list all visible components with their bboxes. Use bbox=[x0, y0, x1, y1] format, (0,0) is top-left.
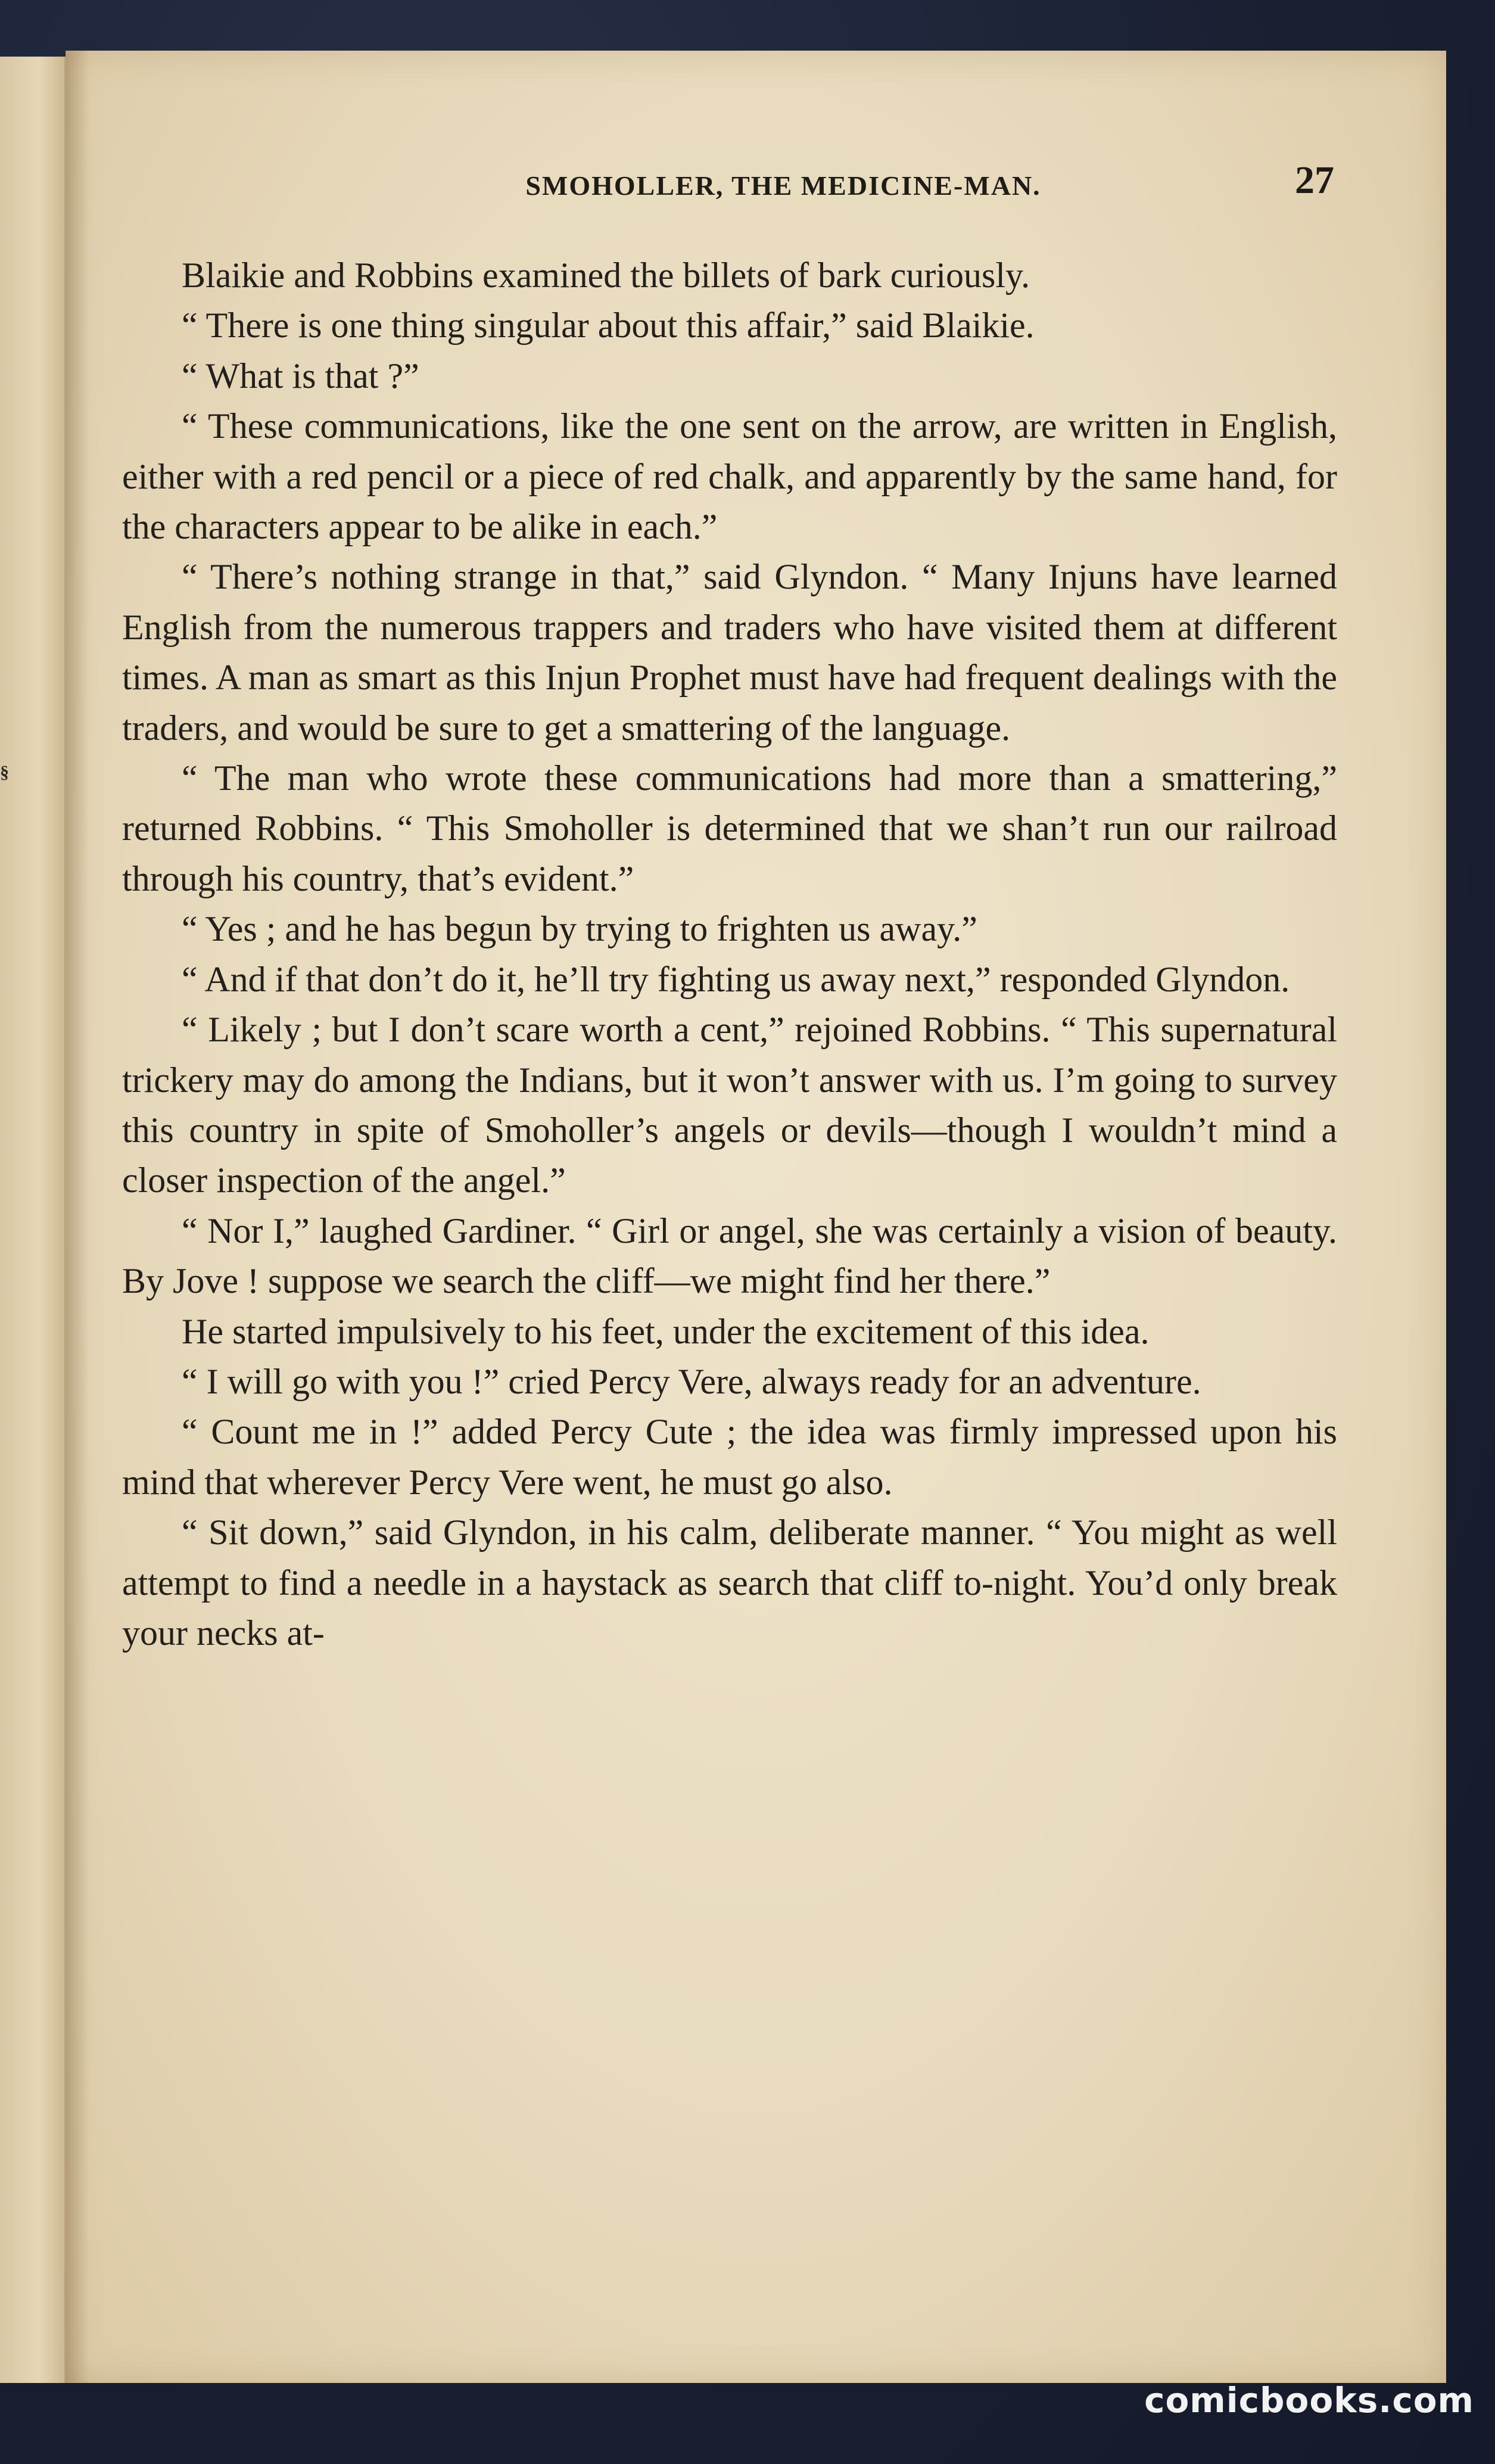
paragraph: “ The man who wrote these communications had more than a smattering,” returned Robbins. “ This Smoholler is determined that we shan’t run our railroad through his country, that’s evident.” bbox=[122, 758, 1337, 898]
paragraph: “ And if that don’t do it, he’ll try fighting us away next,” responded Glyndon. bbox=[182, 959, 1290, 999]
paragraph: “ There’s nothing strange in that,” said Glyndon. “ Many Injuns have learned English from the numerous trappers and traders who have visited them at different times. A man as smart as this Injun Prophet must have had frequent dealings with the traders, and would be sure to get a smattering of the language. bbox=[122, 557, 1337, 748]
paragraph: “ Likely ; but I don’t scare worth a cent,” rejoined Robbins. “ This supernatural trickery may do among the Indians, but it won’t answer with us. I’m going to survey this country in spite of Smoholler’s angels or devils—though I wouldn’t mind a closer inspection of the angel.” bbox=[122, 1010, 1337, 1200]
paragraph: “ I will go with you !” cried Percy Vere, always ready for an adventure. bbox=[182, 1361, 1201, 1401]
book-page bbox=[66, 51, 1446, 2383]
paragraph: “ Nor I,” laughed Gardiner. “ Girl or angel, she was certainly a vision of beauty. By Jove ! suppose we search the cliff—we might find her there.” bbox=[122, 1211, 1337, 1301]
running-header: SMOHOLLER, THE MEDICINE-MAN. bbox=[525, 170, 1041, 201]
paragraph: “ Yes ; and he has begun by trying to frighten us away.” bbox=[182, 909, 977, 949]
paragraph: “ Sit down,” said Glyndon, in his calm, deliberate manner. “ You might as well attempt to find a needle in a haystack as search that cliff to-night. You’d only break your necks at- bbox=[122, 1513, 1337, 1653]
paragraph: “ What is that ?” bbox=[182, 356, 419, 396]
paragraph: Blaikie and Robbins examined the billets of bark curiously. bbox=[182, 256, 1030, 295]
paragraph: He started impulsively to his feet, under the excitement of this idea. bbox=[182, 1311, 1150, 1351]
body-text bbox=[122, 250, 1337, 1658]
paragraph: “ Count me in !” added Percy Cute ; the idea was firmly impressed upon his mind that wherever Percy Vere went, he must go also. bbox=[122, 1412, 1337, 1502]
site-watermark: comicbooks.com bbox=[1144, 2380, 1474, 2421]
previous-page-edge bbox=[0, 57, 67, 2383]
paragraph: “ These communications, like the one sent on the arrow, are written in English, either with a red pencil or a piece of red chalk, and apparently by the same hand, for the characters appear to be alike in each.” bbox=[122, 406, 1337, 547]
paragraph: “ There is one thing singular about this affair,” said Blaikie. bbox=[182, 306, 1035, 346]
margin-mark: § bbox=[0, 763, 9, 782]
page-spine-shadow bbox=[66, 51, 89, 2383]
page-number: 27 bbox=[1295, 158, 1334, 202]
